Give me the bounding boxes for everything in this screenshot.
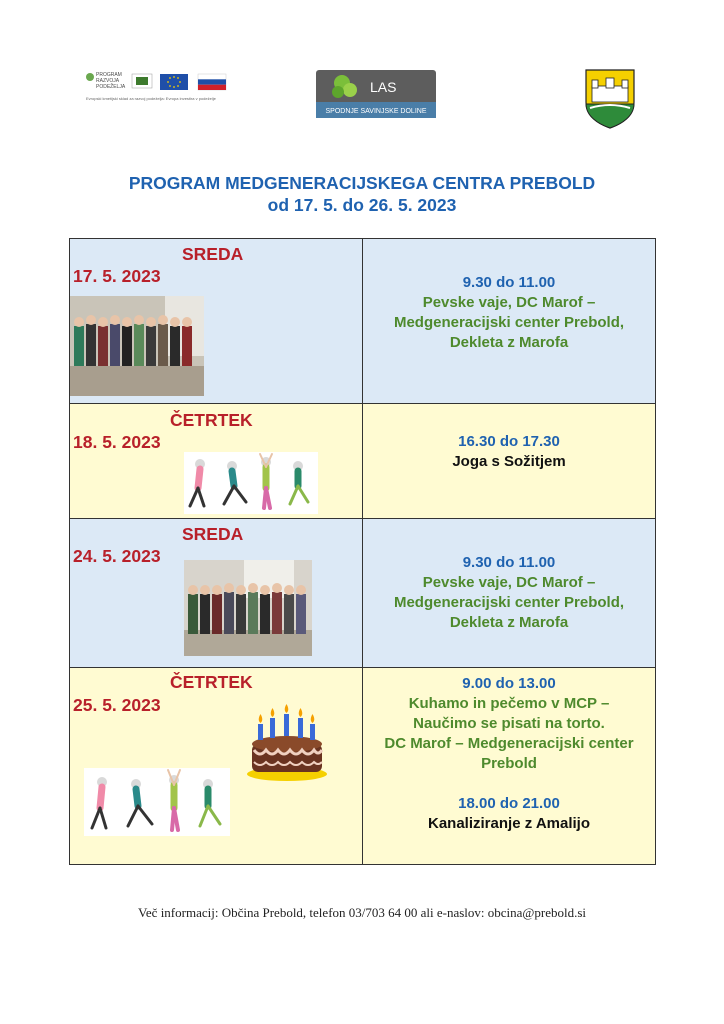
row-3-activity-line-2: Medgeneracijski center Prebold, — [393, 594, 625, 611]
group-photo-image — [70, 296, 204, 396]
eu-logo-caption: Evropski kmetijski sklad za razvoj podeželja: Evropa investira v podeželje — [86, 96, 216, 101]
las-logo — [316, 70, 436, 118]
row-1-day: SREDA — [182, 244, 244, 264]
table-row — [70, 519, 656, 668]
row-1-activity-line-2: Medgeneracijski center Prebold, — [393, 314, 625, 331]
row-2-activity-cell — [363, 404, 656, 519]
las-logo-label: LAS — [370, 79, 397, 95]
page-subtitle: od 17. 5. do 26. 5. 2023 — [267, 195, 457, 215]
row-3-date-cell — [70, 519, 363, 668]
row-3-time: 9.30 do 11.00 — [462, 554, 556, 571]
row-1-time: 9.30 do 11.00 — [462, 274, 556, 291]
yoga-illustration-image — [84, 768, 230, 836]
table-row — [70, 239, 656, 404]
table-row — [70, 404, 656, 519]
eu-logo-text-2: RAZVOJA — [96, 78, 120, 84]
municipality-crest-icon — [584, 68, 636, 130]
table-row — [70, 668, 656, 865]
group-photo-image — [184, 560, 312, 656]
row-2-date: 18. 5. 2023 — [73, 432, 161, 452]
row-1-date: 17. 5. 2023 — [73, 266, 161, 286]
row-4-time-2: 18.00 do 21.00 — [458, 795, 560, 812]
eu-logo-text-3: PODEŽELJA — [96, 84, 126, 90]
row-1-activity-line-1: Pevske vaje, DC Marof – — [422, 294, 596, 311]
row-4-date: 25. 5. 2023 — [73, 695, 161, 715]
row-3-activity-cell — [363, 519, 656, 668]
row-3-day: SREDA — [182, 524, 244, 544]
row-4-day: ČETRTEK — [170, 672, 253, 692]
row-2-time: 16.30 do 17.30 — [458, 433, 560, 450]
row-4-time: 9.00 do 13.00 — [462, 675, 556, 692]
row-2-day: ČETRTEK — [170, 410, 253, 430]
yoga-illustration-image — [184, 452, 318, 514]
row-4-activity-2: Kanaliziranje z Amalijo — [428, 815, 590, 832]
eu-funding-logo — [82, 70, 242, 106]
row-4-activity-line-1: Kuhamo in pečemo v MCP – — [408, 695, 610, 712]
page-title: PROGRAM MEDGENERACIJSKEGA CENTRA PREBOLD — [128, 173, 596, 193]
row-2-date-cell — [70, 404, 363, 519]
row-4-activity-line-3: DC Marof – Medgeneracijski center — [384, 735, 634, 752]
las-logo-subtitle: SPODNJE SAVINJSKE DOLINE — [325, 108, 427, 115]
program-table — [69, 238, 656, 865]
row-3-activity-line-1: Pevske vaje, DC Marof – — [422, 574, 596, 591]
birthday-cake-icon — [246, 704, 328, 782]
row-3-date: 24. 5. 2023 — [73, 546, 161, 566]
row-1-activity-cell — [363, 239, 656, 404]
row-1-activity-line-3: Dekleta z Marofa — [449, 334, 569, 351]
footer-contact-info: Več informacij: Občina Prebold, telefon 03/703 64 00 ali e-naslov: obcina@prebold.si — [137, 905, 587, 920]
row-2-activity-line-1: Joga s Sožitjem — [452, 453, 566, 470]
row-3-activity-line-3: Dekleta z Marofa — [449, 614, 569, 631]
row-4-activity-cell — [363, 668, 656, 865]
row-4-activity-line-2: Naučimo se pisati na torto. — [413, 715, 605, 732]
row-4-date-cell — [70, 668, 363, 865]
row-1-date-cell — [70, 239, 363, 404]
row-4-activity-line-4: Prebold — [481, 755, 537, 772]
eu-logo-text-1: PROGRAM — [96, 72, 122, 78]
